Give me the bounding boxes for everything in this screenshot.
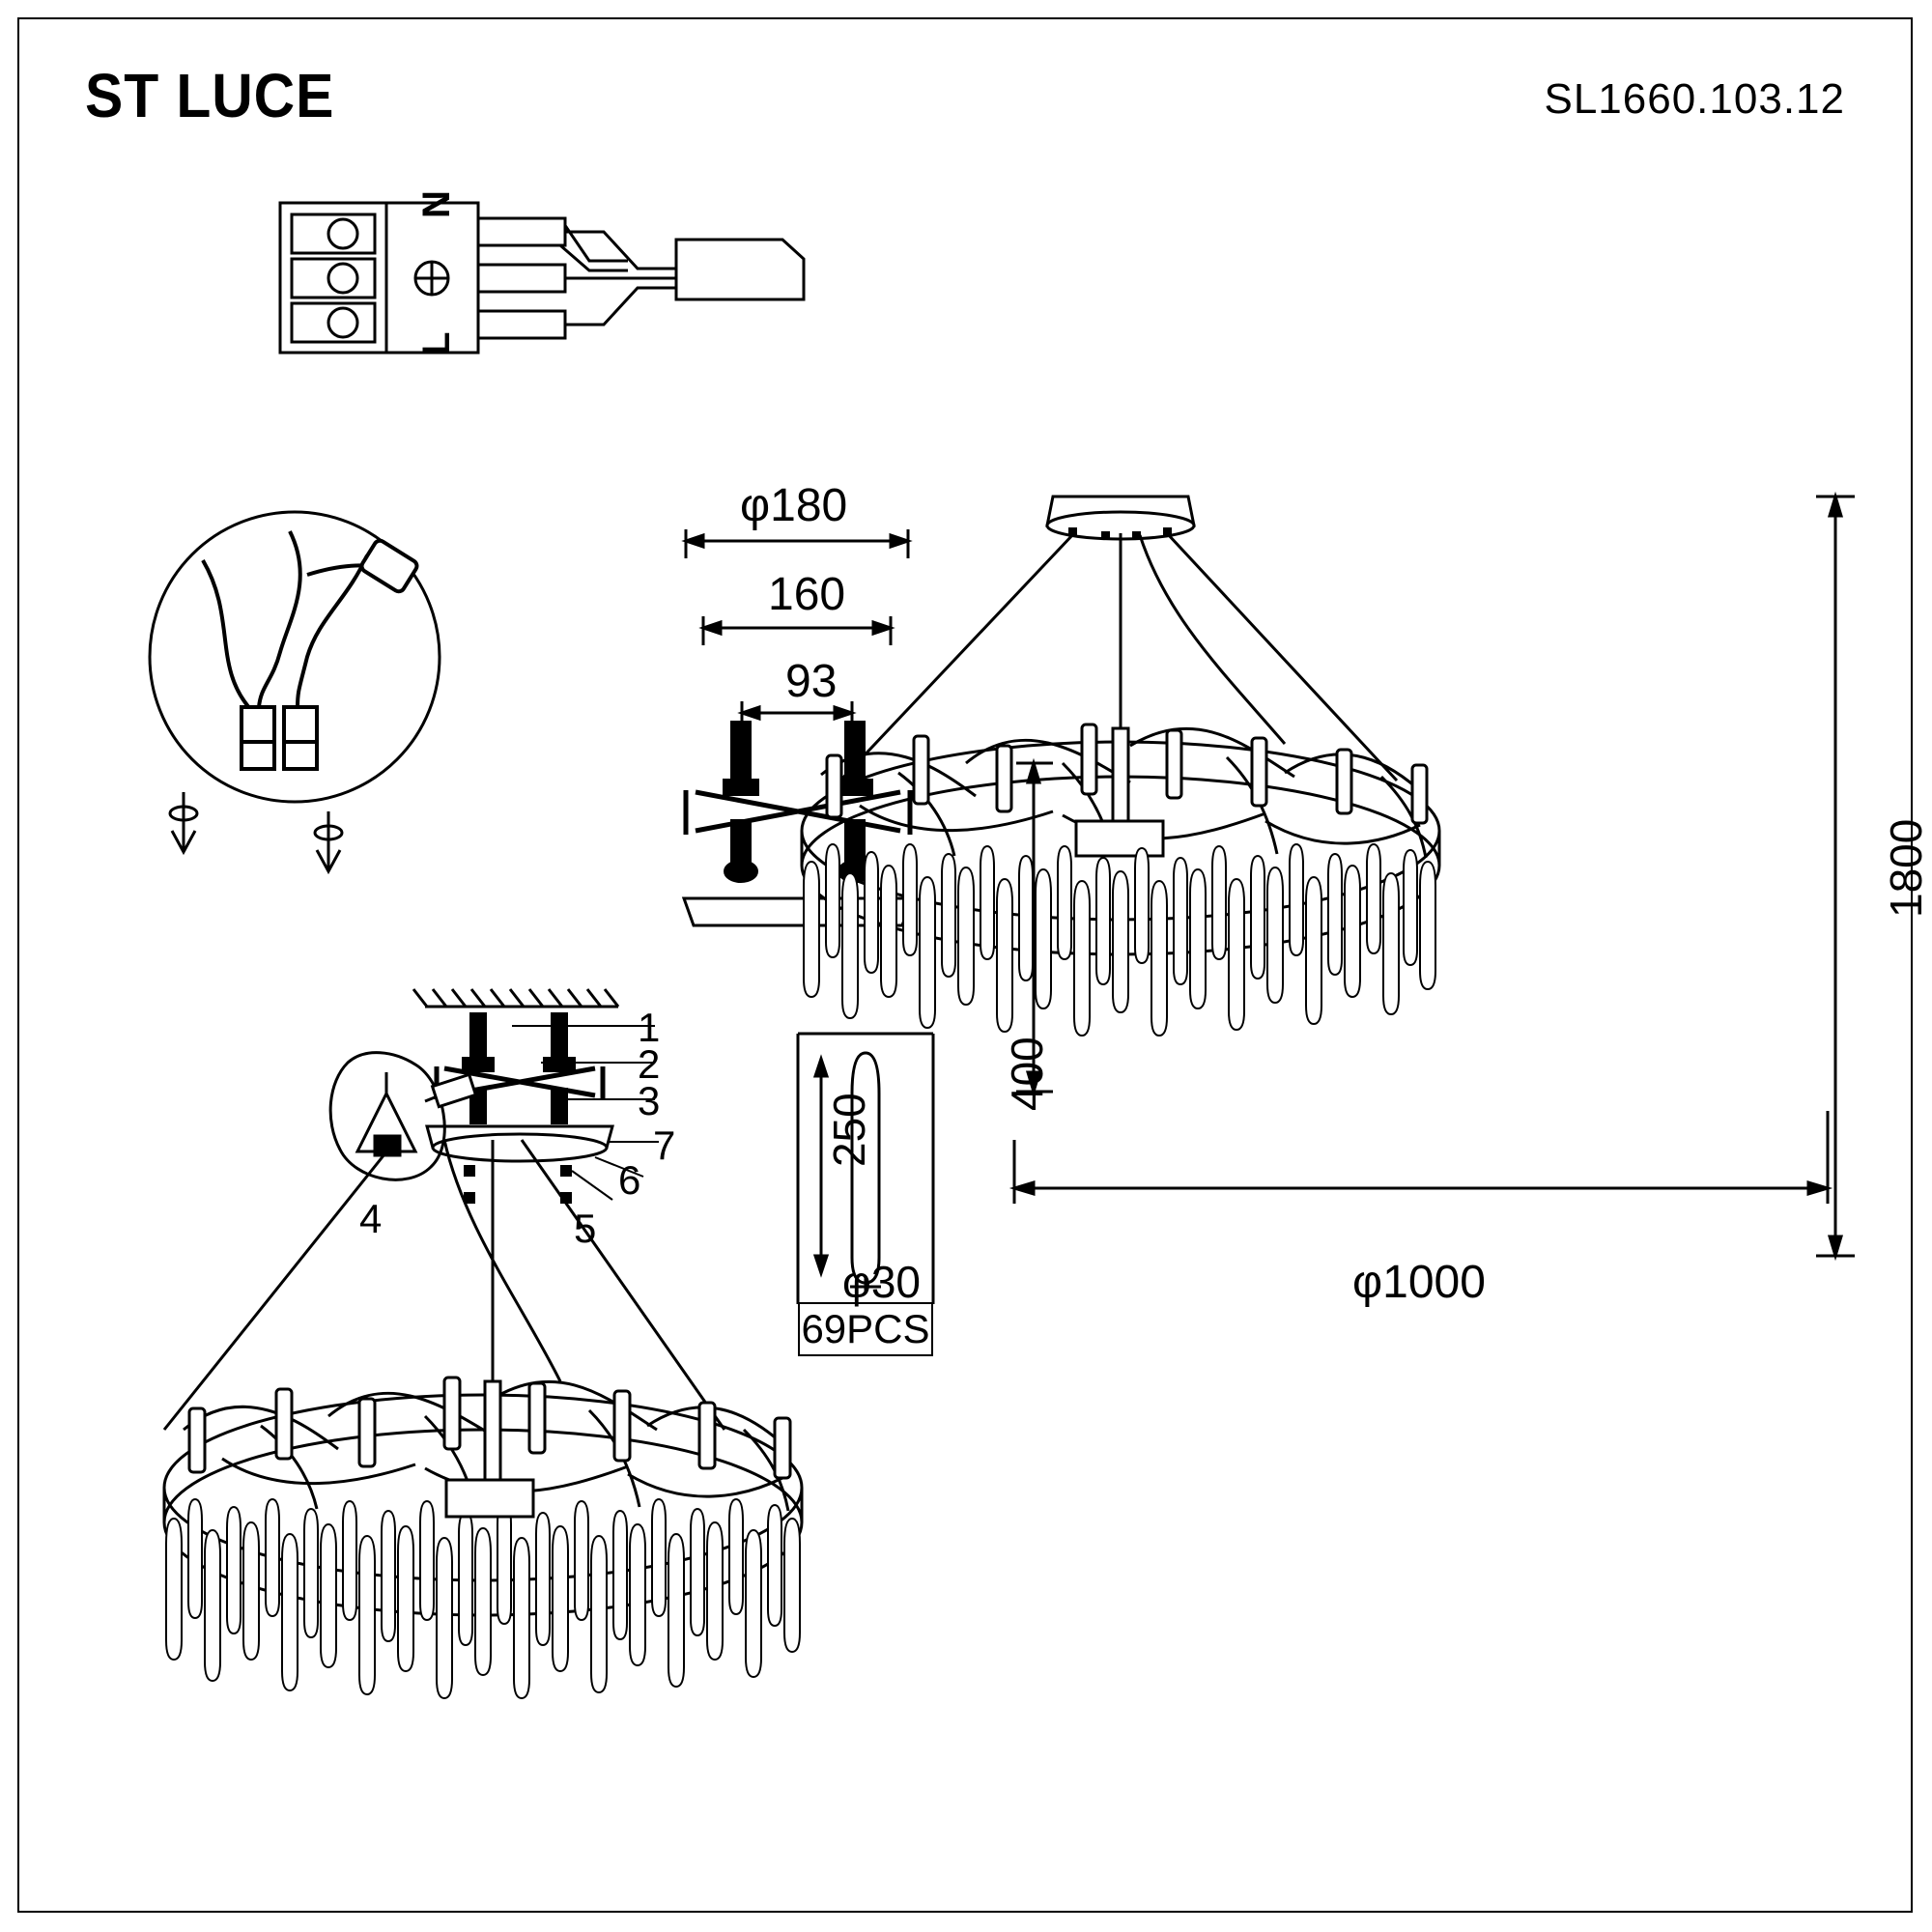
terminal-block-diagram bbox=[270, 193, 869, 367]
dimension-lines bbox=[985, 473, 1874, 1304]
terminal-label-n: N bbox=[415, 190, 458, 218]
dim-label-93: 93 bbox=[785, 656, 838, 707]
terminal-label-l: L bbox=[415, 331, 458, 355]
dim-label-body-400: 400 bbox=[1002, 1037, 1052, 1111]
part-label-4: 4 bbox=[359, 1196, 383, 1241]
article-number: SL1660.103.12 bbox=[1544, 75, 1845, 123]
part-label-6: 6 bbox=[618, 1157, 641, 1203]
crystal-diameter-label: φ30 bbox=[842, 1257, 921, 1307]
dim-label-height-1800: 1800 bbox=[1881, 818, 1931, 918]
chandelier-front-view bbox=[106, 1140, 879, 1855]
crystal-quantity-box: 69PCS bbox=[798, 1302, 933, 1356]
part-label-5: 5 bbox=[574, 1206, 597, 1251]
part-label-3: 3 bbox=[638, 1078, 661, 1123]
crystal-length-label: 250 bbox=[824, 1093, 874, 1167]
part-label-1: 1 bbox=[638, 1005, 661, 1050]
dim-label-diameter-1000: φ1000 bbox=[1352, 1257, 1486, 1308]
part-label-2: 2 bbox=[638, 1041, 661, 1087]
part-label-7: 7 bbox=[653, 1122, 676, 1168]
dim-label-160: 160 bbox=[768, 569, 846, 620]
crystal-detail-frame bbox=[798, 1034, 933, 1304]
dim-label-180: φ180 bbox=[740, 480, 848, 531]
wire-connector-detail bbox=[145, 502, 473, 908]
brand-logo: ST LUCE bbox=[85, 61, 335, 130]
